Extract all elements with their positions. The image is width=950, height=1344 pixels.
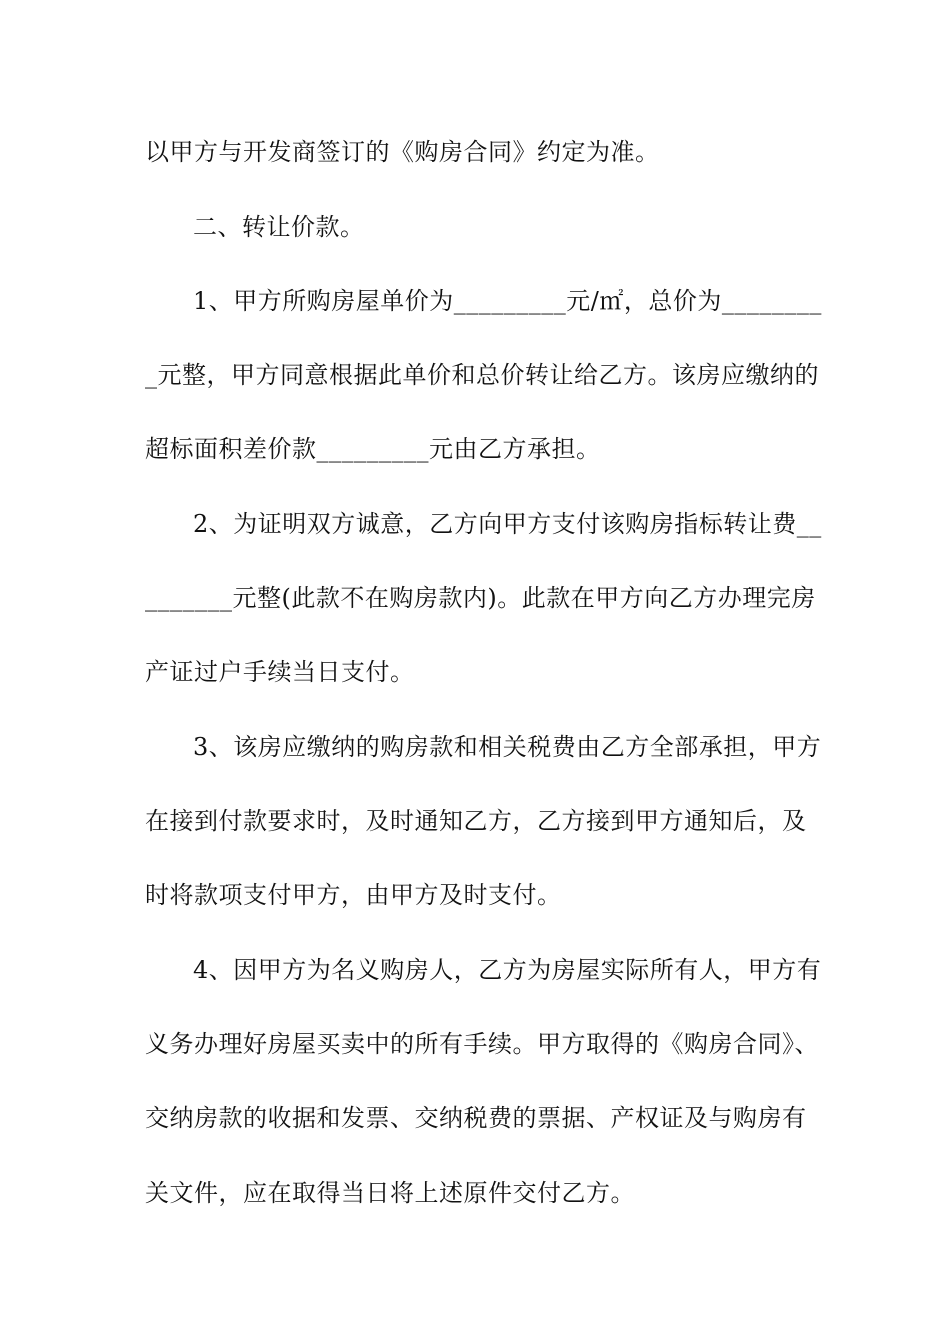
text-line: 超标面积差价款_________元由乙方承担。 (145, 435, 601, 463)
section-heading: 二、转让价款。 (193, 213, 365, 241)
text-line: 义务办理好房屋买卖中的所有手续。甲方取得的《购房合同》、 (145, 1030, 819, 1058)
text-line: 关文件，应在取得当日将上述原件交付乙方。 (145, 1179, 635, 1207)
text-line: _元整，甲方同意根据此单价和总价转让给乙方。该房应缴纳的 (145, 361, 819, 389)
text-line: 4、因甲方为名义购房人，乙方为房屋实际所有人，甲方有 (193, 956, 822, 984)
text-line: 交纳房款的收据和发票、交纳税费的票据、产权证及与购房有 (145, 1104, 807, 1132)
text-line: 1、甲方所购房屋单价为_________元/㎡，总价为________ (193, 287, 822, 315)
text-line: 2、为证明双方诚意，乙方向甲方支付该购房指标转让费__ (193, 510, 822, 538)
text-line: 产证过户手续当日支付。 (145, 658, 415, 686)
text-line: 3、该房应缴纳的购房款和相关税费由乙方全部承担，甲方 (193, 733, 822, 761)
text-line: _______元整(此款不在购房款内)。此款在甲方向乙方办理完房 (145, 584, 816, 612)
text-line: 在接到付款要求时，及时通知乙方，乙方接到甲方通知后，及 (145, 807, 807, 835)
text-line: 以甲方与开发商签订的《购房合同》约定为准。 (145, 138, 660, 166)
text-line: 时将款项支付甲方，由甲方及时支付。 (145, 881, 562, 909)
